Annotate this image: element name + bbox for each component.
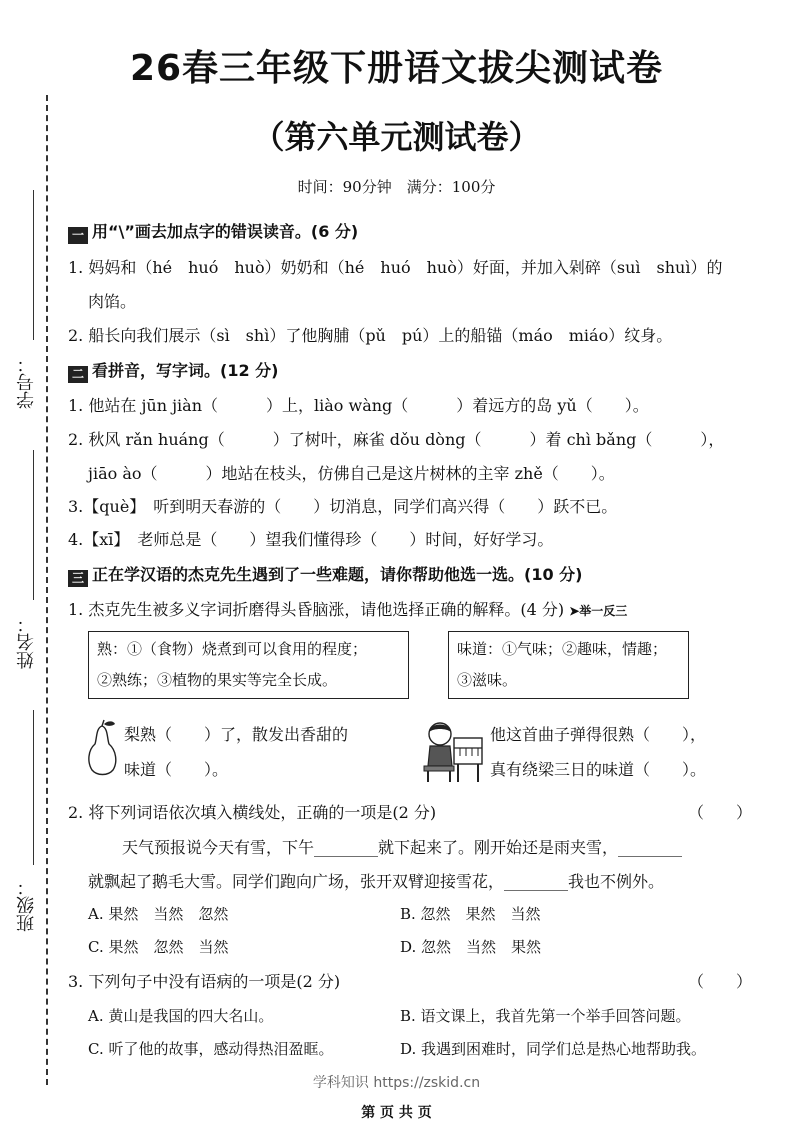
s3-q1 <box>68 597 627 620</box>
s3-q3-option-a[interactable]: A. 黄山是我国的四大名山。 <box>88 1007 274 1025</box>
page-subtitle: （第六单元测试卷） <box>252 118 541 156</box>
box1-line2: ②熟练；③植物的果实等完全长成。 <box>97 671 338 689</box>
s1-q2: 2. 船长向我们展示（sì shì）了他胸脯（pǔ pú）上的船锚（máo miáo）纹身。 <box>68 326 673 345</box>
s3-q2-answer-paren[interactable]: （ ） <box>688 803 753 822</box>
s3-q1-tag: ➤举一反三 <box>569 604 628 618</box>
binding-dashed-line <box>46 95 48 1085</box>
s3-q3: 3. 下列句子中没有语病的一项是(2 分) <box>68 972 341 991</box>
section1-title: 用“\”画去加点字的错误读音。(6 分) <box>92 222 359 241</box>
section-badge: 二 <box>68 366 88 383</box>
s3-q3-answer-paren[interactable]: （ ） <box>688 972 753 991</box>
s3-left-s1: 梨熟（ ）了，散发出香甜的 <box>124 725 349 744</box>
class-line <box>33 710 34 865</box>
s3-left-s2: 味道（ ）。 <box>124 760 229 779</box>
box2-line2: ③滋味。 <box>457 671 518 689</box>
section2-title: 看拼音，写字词。(12 分) <box>92 361 279 380</box>
s3-q2-passage2: 就飘起了鹅毛大雪。同学们跑向广场，张开双臂迎接雪花，________我也不例外。 <box>88 872 665 891</box>
student-id-line <box>33 190 34 340</box>
s3-q2-option-b[interactable]: B. 忽然 果然 当然 <box>400 905 541 923</box>
exam-meta: 时间：90分钟 满分：100分 <box>297 178 496 196</box>
s3-q3-option-c[interactable]: C. 听了他的故事，感动得热泪盈眶。 <box>88 1040 334 1058</box>
s1-q1-line1: 1. 妈妈和（hé huó huò）奶奶和（hé huó huò）好面，并加入剁碎（suì shuì）的 <box>68 258 723 277</box>
pear-illustration <box>84 718 120 778</box>
s3-q2-option-c[interactable]: C. 果然 忽然 当然 <box>88 938 229 956</box>
s3-q2-passage1: 天气预报说今天有雪，下午________就下起来了。刚开始还是雨夹雪，________ <box>122 838 683 857</box>
s3-q2-option-a[interactable]: A. 果然 当然 忽然 <box>88 905 229 923</box>
s3-q2-option-d[interactable]: D. 忽然 当然 果然 <box>400 938 542 956</box>
name-label: 姓名： <box>16 615 37 669</box>
section3-heading <box>68 562 582 587</box>
footer-watermark: 学科知识 https://zskid.cn <box>312 1075 481 1091</box>
s1-q1-line2: 肉馅。 <box>88 292 137 311</box>
section1-heading <box>68 219 358 244</box>
s2-q1: 1. 他站在 jūn jiàn（ ）上，liào wàng（ ）着远方的岛 yǔ（ ）。 <box>68 396 649 415</box>
definition-box-weidao <box>448 631 689 699</box>
section2-heading <box>68 358 278 383</box>
class-label: 班级： <box>16 878 37 932</box>
s3-q3-option-b[interactable]: B. 语文课上，我首先第一个举手回答问题。 <box>400 1007 691 1025</box>
section-badge: 一 <box>68 227 88 244</box>
page-title: 26春三年级下册语文拔尖测试卷 <box>129 48 664 89</box>
s3-right-s2: 真有绕梁三日的味道（ ）。 <box>490 760 707 779</box>
s3-q2: 2. 将下列词语依次填入横线处，正确的一项是(2 分) <box>68 803 437 822</box>
s2-q3: 3.【què】 听到明天春游的（ ）切消息，同学们高兴得（ ）跃不已。 <box>68 497 618 516</box>
s2-q2-line2: jiāo ào（ ）地站在枝头，仿佛自己是这片树林的主宰 zhě（ ）。 <box>88 464 615 483</box>
section-badge: 三 <box>68 570 88 587</box>
section3-title: 正在学汉语的杰克先生遇到了一些难题，请你帮助他选一选。(10 分) <box>92 565 583 584</box>
box1-line1: 熟：①（食物）烧煮到可以食用的程度； <box>97 640 368 658</box>
definition-box-shu <box>88 631 409 699</box>
page-number: 第 页 共 页 <box>361 1105 432 1121</box>
s2-q2-line1: 2. 秋风 rǎn huáng（ ）了树叶，麻雀 dǒu dòng（ ）着 chì bǎng（ ）， <box>68 430 725 449</box>
piano-player-illustration <box>418 716 486 784</box>
s3-q1-text: 1. 杰克先生被多义字词折磨得头昏脑涨，请他选择正确的解释。(4 分) <box>68 600 565 619</box>
s2-q4: 4.【xī】 老师总是（ ）望我们懂得珍（ ）时间，好好学习。 <box>68 530 554 549</box>
s3-right-s1: 他这首曲子弹得很熟（ ）， <box>490 725 707 744</box>
box2-line1: 味道：①气味；②趣味，情趣； <box>457 640 668 658</box>
name-line <box>33 450 34 600</box>
s3-q3-option-d[interactable]: D. 我遇到困难时，同学们总是热心地帮助我。 <box>400 1040 707 1058</box>
student-id-label: 学号： <box>16 355 37 409</box>
